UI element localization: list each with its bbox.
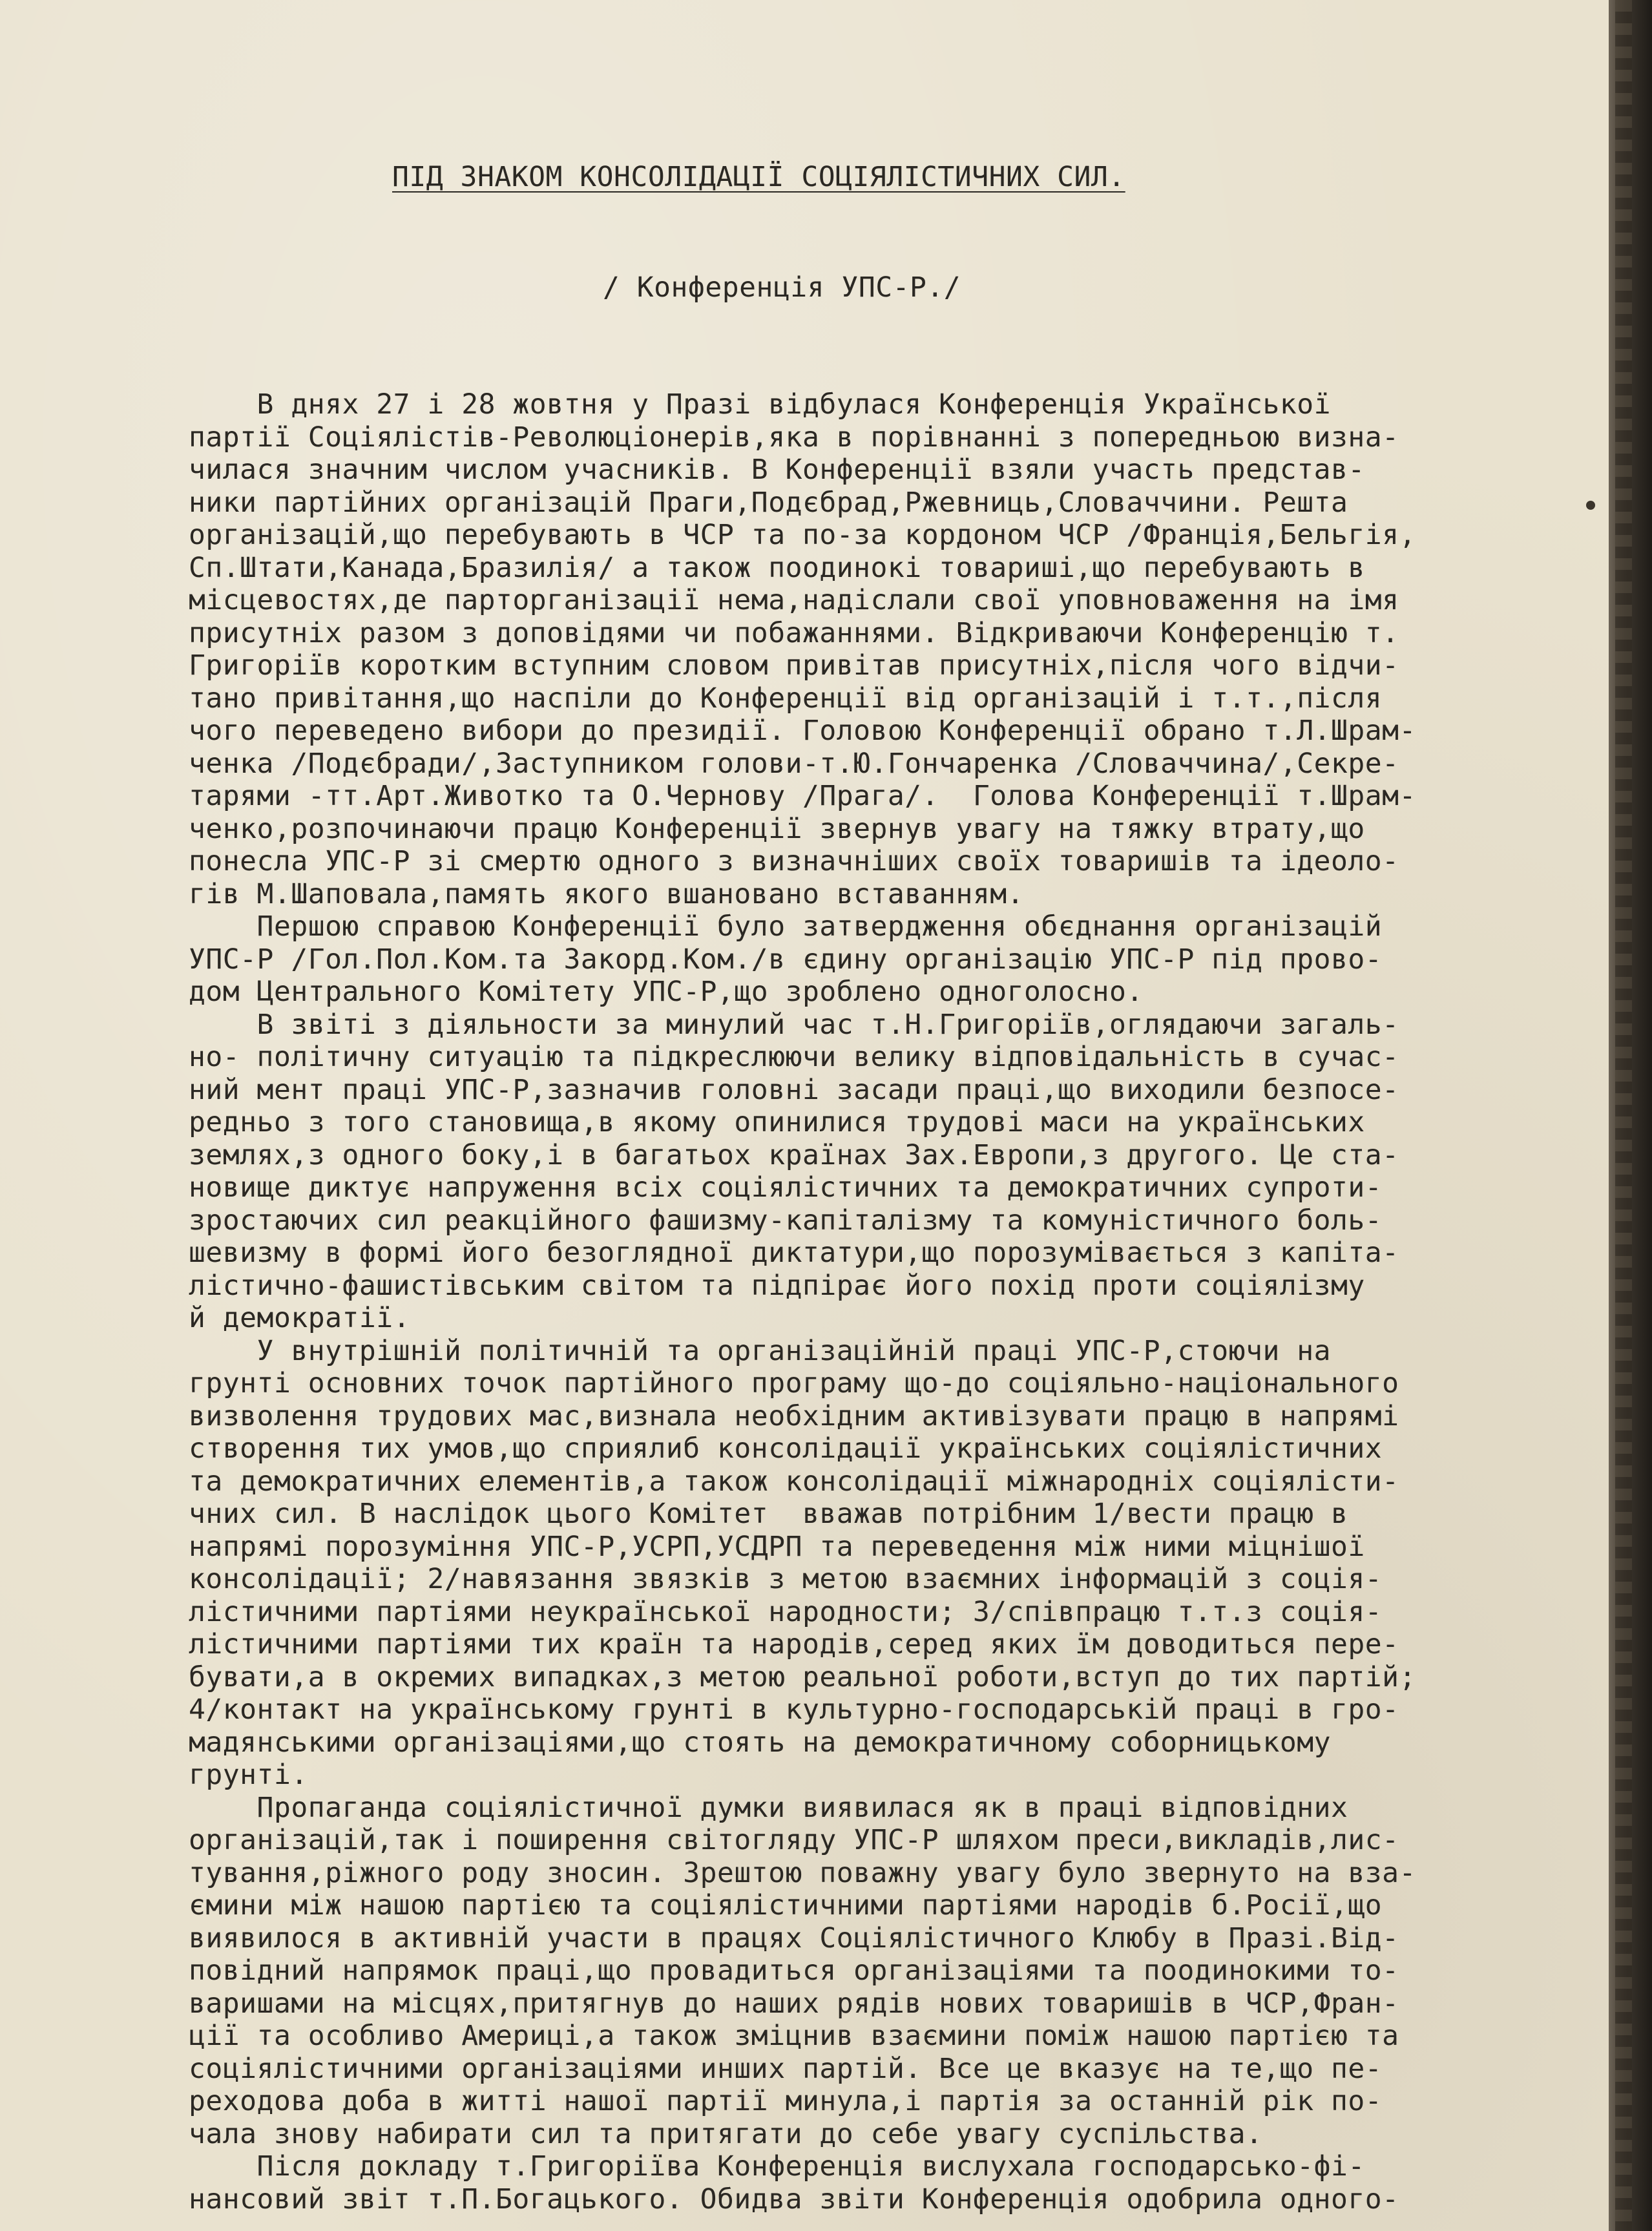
text-line: ний мент праці УПС-Р,зазначив головні засади праці,що виходили безпосе-: [189, 1073, 1399, 1106]
text-line: мадянськими організаціями,що стоять на демократичному соборницькому: [189, 1726, 1332, 1759]
text-line: соціялістичними організаціями инших партій. Все це вказує на те,що пе-: [189, 2052, 1383, 2085]
text-line: грунті основних точок партійного програму що-до соціяльно-національного: [189, 1367, 1399, 1399]
text-line: нансовий звіт т.П.Богацького. Обидва звіти Конференція одобрила одного-: [189, 2183, 1399, 2215]
text-line: гів М.Шаповала,память якого вшановано вставанням.: [189, 877, 1025, 910]
text-line: лістичними партіями тих країн та народів,серед яких їм доводиться пере-: [189, 1628, 1399, 1660]
text-line: УПС-Р /Гол.Пол.Ком.та Закорд.Ком./в єдину організацію УПС-Р під прово-: [189, 943, 1383, 976]
text-line: ції та особливо Америці,а також зміцнив взаємини поміж нашою партією та: [189, 2020, 1399, 2052]
text-line: Григоріїв коротким вступним словом привітав присутніх,після чого відчи-: [189, 649, 1399, 682]
text-line: організацій,що перебувають в ЧСР та по-за кордоном ЧСР /Франція,Бельгія,: [189, 519, 1416, 551]
text-line: визволення трудових мас,визнала необхідним активізувати працю в напрямі: [189, 1399, 1399, 1432]
document-subtitle: / Конференція УПС-Р./: [603, 271, 961, 304]
text-line: но- політичну ситуацію та підкреслюючи велику відповідальність в сучас-: [189, 1041, 1399, 1073]
text-line: Першою справою Конференції було затвердження обєднання організацій: [189, 910, 1383, 943]
page-edge: [1609, 0, 1652, 2231]
text-line: тарями -тт.Арт.Животко та О.Чернову /Прага/. Голова Конференції т.Шрам-: [189, 780, 1416, 812]
text-line: чилася значним числом учасників. В Конференції взяли участь представ-: [189, 454, 1365, 486]
text-line: зростаючих сил реакційного фашизму-капіталізму та комуністичного боль-: [189, 1204, 1383, 1237]
text-line: варишами на місцях,притягнув до наших рядів нових товаришів в ЧСР,Фран-: [189, 1987, 1399, 2020]
text-line: 4/контакт на українському грунті в культурно-господарській праці в гро-: [189, 1693, 1399, 1726]
text-line: ємини між нашою партією та соціялістичними партіями народів б.Росії,що: [189, 1889, 1383, 1922]
text-line: лістичними партіями неукраїнської народности; 3/співпрацю т.т.з соція-: [189, 1595, 1383, 1628]
text-line: грунті.: [189, 1759, 308, 1791]
text-line: створення тих умов,що сприялиб консолідації українських соціялістичних: [189, 1432, 1383, 1465]
text-line: та демократичних елементів,а також консолідації міжнародніх соціялісти-: [189, 1465, 1399, 1498]
text-line: Сп.Штати,Канада,Бразилія/ а також поодинокі товариші,що перебувають в: [189, 551, 1365, 584]
text-line: У внутрішній політичній та організаційній праці УПС-Р,стоючи на: [189, 1334, 1332, 1367]
document-body: [189, 96, 1578, 2231]
text-line: ники партійних організацій Праги,Подєбрад,Ржевниць,Словаччини. Решта: [189, 486, 1348, 519]
text-line: тано привітання,що наспіли до Конференції від організацій і т.т.,після: [189, 682, 1383, 715]
document-text-lines: [189, 388, 1578, 2215]
punch-hole-mark: [1586, 501, 1595, 510]
text-line: шевизму в формі його безоглядної диктатури,що порозумівається з капіта-: [189, 1237, 1399, 1269]
text-line: понесла УПС-Р зі смертю одного з визначніших своїх товаришів та ідеоло-: [189, 845, 1399, 877]
text-line: новище диктує напруження всіх соціялістичних та демократичних супроти-: [189, 1171, 1383, 1204]
text-line: ченко,розпочинаючи працю Конференції звернув увагу на тяжку втрату,що: [189, 812, 1365, 845]
text-line: чала знову набирати сил та притягати до себе увагу суспільства.: [189, 2117, 1263, 2150]
text-line: ченка /Подєбради/,Заступником голови-т.Ю.Гончаренка /Словаччина/,Секре-: [189, 747, 1399, 780]
text-line: тування,ріжного роду зносин. Зрештою поважну увагу було звернуто на вза-: [189, 1856, 1416, 1889]
text-line: дом Центрального Комітету УПС-Р,що зроблено одноголосно.: [189, 976, 1144, 1008]
text-line: Пропаганда соціялістичної думки виявилася як в праці відповідних: [189, 1791, 1348, 1824]
text-line: присутніх разом з доповідями чи побажаннями. Відкриваючи Конференцію т.: [189, 616, 1399, 649]
text-line: консолідації; 2/навязання звязків з метою взаємних інформацій з соція-: [189, 1563, 1383, 1595]
text-line: місцевостях,де парторганізації нема,надіслали свої уповноваження на імя: [189, 584, 1399, 616]
text-line: В днях 27 і 28 жовтня у Празі відбулася Конференція Української: [189, 388, 1332, 421]
text-line: й демократії.: [189, 1302, 411, 1334]
text-line: виявилося в активній участи в працях Соціялістичного Клюбу в Празі.Від-: [189, 1922, 1399, 1954]
text-line: чних сил. В наслідок цього Комітет вважав потрібним 1/вести працю в: [189, 1498, 1348, 1530]
binding-strip: [1615, 0, 1632, 2231]
text-line: напрямі порозуміння УПС-Р,УСРП,УСДРП та переведення між ними міцнішої: [189, 1530, 1365, 1563]
text-line: партії Соціялістів-Революціонерів,яка в порівнанні з попередньою визна-: [189, 421, 1399, 454]
document-title: ПІД ЗНАКОМ КОНСОЛІДАЦІЇ СОЦІЯЛІСТИЧНИХ СИЛ.: [392, 161, 1125, 193]
text-line: землях,з одного боку,і в багатьох країнах Зах.Европи,з другого. Це ста-: [189, 1138, 1399, 1171]
text-line: реходова доба в житті нашої партії минула,і партія за останній рік по-: [189, 2085, 1383, 2117]
text-line: повідний напрямок праці,що провадиться організаціями та поодинокими то-: [189, 1954, 1399, 1987]
text-line: організацій,так і поширення світогляду УПС-Р шляхом преси,викладів,лис-: [189, 1824, 1399, 1856]
text-line: бувати,а в окремих випадках,з метою реальної роботи,вступ до тих партій;: [189, 1660, 1416, 1693]
text-line: лістично-фашистівським світом та підпірає його похід проти соціялізму: [189, 1269, 1365, 1302]
text-line: редньо з того становища,в якому опинилися трудові маси на українських: [189, 1106, 1365, 1138]
text-line: В звіті з діяльности за минулий час т.Н.Григоріїв,оглядаючи загаль-: [189, 1008, 1399, 1041]
text-line: Після докладу т.Григоріїва Конференція вислухала господарсько-фі-: [189, 2150, 1365, 2183]
text-line: чого переведено вибори до президії. Головою Конференції обрано т.Л.Шрам-: [189, 715, 1416, 747]
